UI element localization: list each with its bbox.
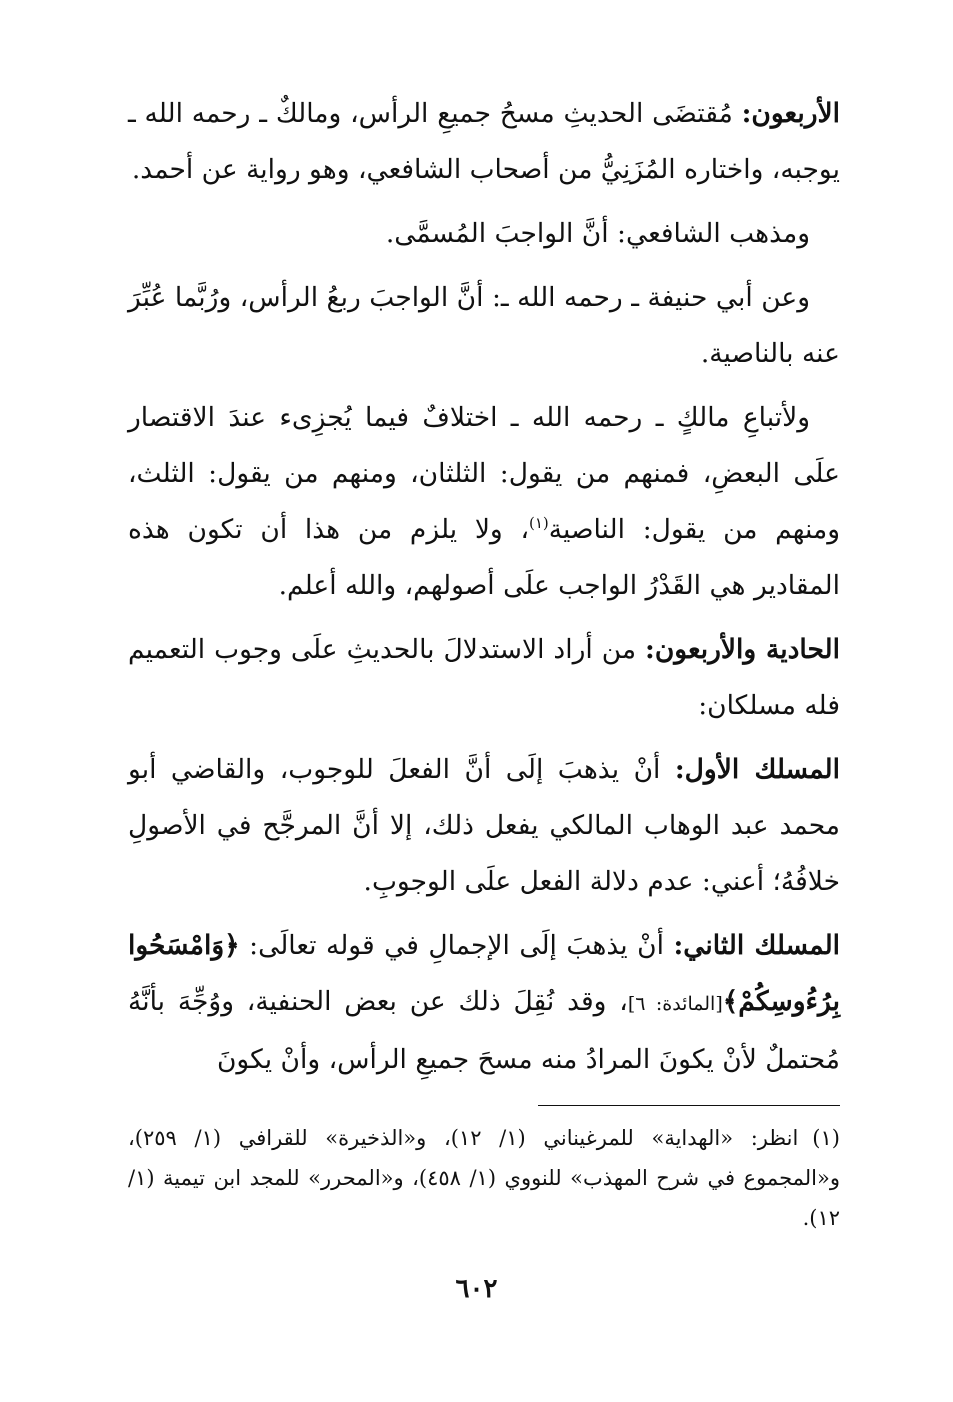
footnote-item [128, 1118, 840, 1238]
paragraph-text: أنْ يذهبَ إلَى أنَّ الفعلَ للوجوب، والقاضي أبو محمد عبد الوهاب المالكي يفعل ذلك، إلا أنَّ المرجَّح في الأصولِ خلافُهُ؛ أعني: عدم دلالة الفعل علَى الوجوبِ. [128, 754, 840, 897]
paragraph-text: وعن أبي حنيفة ـ رحمه الله ـ: أنَّ الواجبَ ربعُ الرأس، ورُبَّما عُبِّرَ عنه بالناصية. [128, 282, 840, 369]
footnote-marker: (١) [529, 514, 549, 533]
page-number: ٦٠٢ [455, 1274, 498, 1304]
paragraph-first-approach [128, 742, 840, 910]
paragraph-shafii [128, 206, 840, 262]
paragraph-heading: المسلك الأول: [674, 754, 840, 785]
paragraph-40 [128, 86, 840, 198]
quran-verse: ﴿وَامْسَحُوا بِرُءُوسِكُمْ﴾ [128, 930, 840, 1017]
paragraph-text: من أراد الاستدلالَ بالحديثِ علَى وجوب التعميم فله مسلكان: [128, 634, 840, 721]
footnote-separator [538, 1105, 840, 1106]
paragraph-text: مُقتضَى الحديثِ مسحُ جميعِ الرأس، ومالكٌ ـ رحمه الله ـ يوجبه، واختاره المُزَنِيُّ من أصحاب الشافعي، وهو رواية عن أحمد. [128, 98, 840, 185]
paragraph-text: ومذهب الشافعي: أنَّ الواجبَ المُسمَّى. [385, 218, 810, 249]
paragraph-second-approach [128, 918, 840, 1088]
paragraph-malikis [128, 390, 840, 614]
paragraph-heading: الأربعون: [741, 98, 840, 129]
paragraph-text: ولأتباعِ مالكٍ ـ رحمه الله ـ اختلافٌ فيما يُجزِىء عندَ الاقتصار علَى البعضِ، فمنهم من يقول: الثلثان، ومنهم من يقول: الثلث، ومنهم من يقول: الناصية [128, 402, 840, 545]
footnote-number: (١) [812, 1126, 840, 1150]
paragraph-text: ، وقد نُقِلَ ذلك عن بعض الحنفية، ووُجِّهَ بأنَّهُ مُحتملٌ لأنْ يكونَ المرادُ منه مسحَ جميعِ الرأس، وأنْ يكونَ [128, 986, 840, 1075]
main-text [128, 86, 840, 1096]
footnote-text: انظر: «الهداية» للمرغيناني (١/ ١٢)، و«الذخيرة» للقرافي (١/ ٢٥٩)، و«المجموع في شرح المهذب» للنووي (١/ ٤٥٨)، و«المحرر» للمجد ابن تيمية (١/ ١٢). [128, 1126, 840, 1230]
paragraph-heading: الحادية والأربعون: [645, 634, 840, 665]
paragraph-41 [128, 622, 840, 734]
verse-reference: [المائدة: ٦] [627, 993, 723, 1015]
footnotes [128, 1118, 840, 1238]
paragraph-text: ، ولا يلزم من هذا أن تكون هذه المقادير هي القَدْرُ الواجب علَى أصولهم، والله أعلم. [128, 514, 840, 601]
paragraph-heading: المسلك الثاني: [673, 930, 841, 961]
paragraph-abu-hanifa [128, 270, 840, 382]
paragraph-text: أنْ يذهبَ إلَى الإجمالِ في قوله تعالَى: [239, 930, 674, 961]
